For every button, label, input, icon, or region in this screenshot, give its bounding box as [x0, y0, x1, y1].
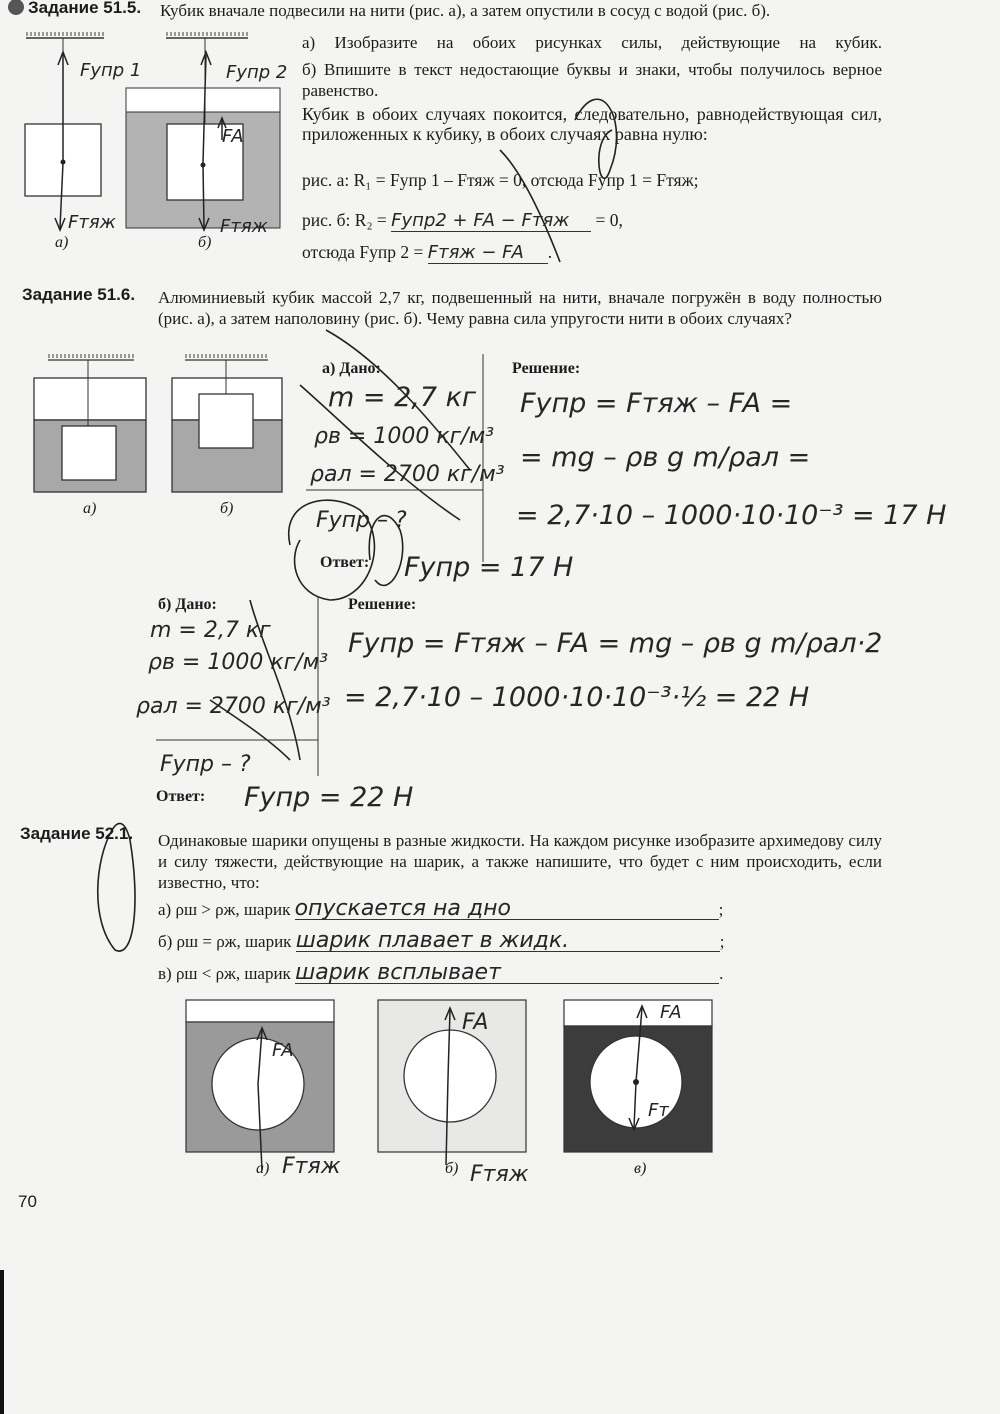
- task-51-6-header: Задание 51.6.: [22, 285, 136, 304]
- hw-52-b-fa: FA: [462, 1010, 489, 1035]
- hw-a-given-rhoal: ρал = 2700 кг/м³: [310, 462, 505, 487]
- hw-a-sol-1: Fупр = Fтяж – FA =: [520, 388, 793, 419]
- fig-51-6-caption-b: б): [220, 500, 234, 517]
- hw-case-b: шарик плавает в жидк.: [296, 930, 720, 952]
- hw-a-sol-2: = mg – ρв g m/ρал =: [520, 442, 811, 473]
- fig-52-caption-a: а): [256, 1160, 270, 1177]
- hw-a-given-m: m = 2,7 кг: [328, 382, 477, 413]
- task-51-5-eq-b2: отсюда Fупр 2 = Fтяж − FA .: [302, 242, 553, 263]
- part-a-solution-label: Решение:: [512, 360, 581, 377]
- fig-caption-b: б): [198, 234, 212, 251]
- hw-case-a: опускается на дно: [295, 898, 719, 920]
- hw-fupr1: Fупр 1: [80, 60, 142, 81]
- hw-ftyazh-a: Fтяж: [68, 212, 116, 233]
- hw-b-sol-2: = 2,7·10 – 1000·10·10⁻³·½ = 22 Н: [344, 682, 810, 713]
- hw-52-c-fa: FA: [660, 1002, 682, 1023]
- hw-fupr2: Fупр 2: [226, 62, 288, 83]
- task-51-5-header: Задание 51.5.: [8, 0, 141, 18]
- fig-52-caption-c: в): [634, 1160, 647, 1177]
- part-b-answer-label: Ответ:: [156, 788, 206, 805]
- task-52-1-statement: Одинаковые шарики опущены в разные жидкости. На каждом рисунке изобразите архимедову силу и силу тяжести, действующие на шарик, а также напишите, что будет с ним происходить, если известно, что:: [158, 831, 882, 892]
- task-51-5-body: Кубик в обоих случаях покоится, следовательно, равнодействующая сил, приложенных к кубику, в обоих случаях равна нулю:: [302, 104, 882, 144]
- hw-eq-b2: Fтяж − FA: [428, 242, 548, 264]
- task-51-6-statement: Алюминиевый кубик массой 2,7 кг, подвешенный на нити, вначале погружён в воду полностью (рис. а), а затем наполовину (рис. б). Чему равна сила упругости нити в обоих случаях?: [158, 288, 882, 328]
- hw-b-answer: Fупр = 22 Н: [244, 782, 414, 813]
- hw-b-find: Fупр – ?: [160, 752, 251, 777]
- hw-a-given-rhov: ρв = 1000 кг/м³: [314, 424, 495, 449]
- part-a-answer-label: Ответ:: [320, 554, 370, 571]
- hw-ftyazh-b: Fтяж: [220, 216, 268, 237]
- task-52-1-header: Задание 52.1.: [20, 824, 134, 843]
- hw-52-a-fa: FA: [272, 1040, 294, 1061]
- hw-52-c-ft: Fт: [648, 1100, 669, 1121]
- hw-case-c: шарик всплывает: [295, 962, 719, 984]
- page-number: 70: [18, 1192, 37, 1211]
- task-51-5-item-a: а) Изобразите на обоих рисунках силы, действующие на кубик.: [302, 33, 882, 52]
- part-b-given-label: б) Дано:: [158, 596, 217, 613]
- hw-b-given-m: m = 2,7 кг: [150, 618, 271, 643]
- hw-52-b-ftyazh: Fтяж: [470, 1162, 529, 1187]
- fig-52-caption-b: б): [445, 1160, 459, 1177]
- case-a-row: а) ρш > ρж, шарик опускается на дно ;: [158, 896, 724, 921]
- hw-b-sol-1: Fупр = Fтяж – FA = mg – ρв g m/ρал·2: [348, 628, 883, 659]
- part-a-given-label: а) Дано:: [322, 360, 381, 377]
- task-51-5-eq-a: рис. а: R₁ = Fупр 1 – Fтяж = 0, отсюда Fупр 1 = Fтяж;: [302, 170, 699, 190]
- case-c-row: в) ρш < ρж, шарик шарик всплывает .: [158, 960, 724, 985]
- hw-fa-b: FA: [222, 126, 244, 147]
- fig-51-6-caption-a: а): [83, 500, 97, 517]
- fig-caption-a: а): [55, 234, 69, 251]
- hw-a-answer: Fупр = 17 Н: [404, 552, 574, 583]
- hw-eq-b: Fупр2 + FA − Fтяж: [391, 210, 591, 232]
- scan-edge: [0, 1270, 4, 1414]
- hw-52-a-ftyazh: Fтяж: [282, 1154, 341, 1179]
- hw-a-sol-3: = 2,7·10 – 1000·10·10⁻³ = 17 Н: [516, 500, 947, 531]
- part-b-solution-label: Решение:: [348, 596, 417, 613]
- ceiling-b: [166, 34, 248, 38]
- task-51-6-figures: [0, 340, 300, 530]
- case-b-row: б) ρш = ρж, шарик шарик плавает в жидк. ;: [158, 928, 725, 953]
- hw-b-given-rhov: ρв = 1000 кг/м³: [148, 650, 329, 675]
- hw-b-given-rhoal: ρал = 2700 кг/м³: [136, 694, 331, 719]
- ceiling-a: [26, 34, 104, 38]
- hw-a-find: Fупр – ?: [316, 508, 407, 533]
- task-52-1-figures: [0, 990, 1000, 1190]
- task-51-5-eq-b: рис. б: R₂ = Fупр2 + FA − Fтяж = 0,: [302, 210, 623, 231]
- task-51-5-statement: Кубик вначале подвесили на нити (рис. а), а затем опустили в сосуд с водой (рис. б).: [160, 1, 771, 20]
- task-51-5-item-b: б) Впишите в текст недостающие буквы и знаки, чтобы получилось верное равенство.: [302, 60, 882, 100]
